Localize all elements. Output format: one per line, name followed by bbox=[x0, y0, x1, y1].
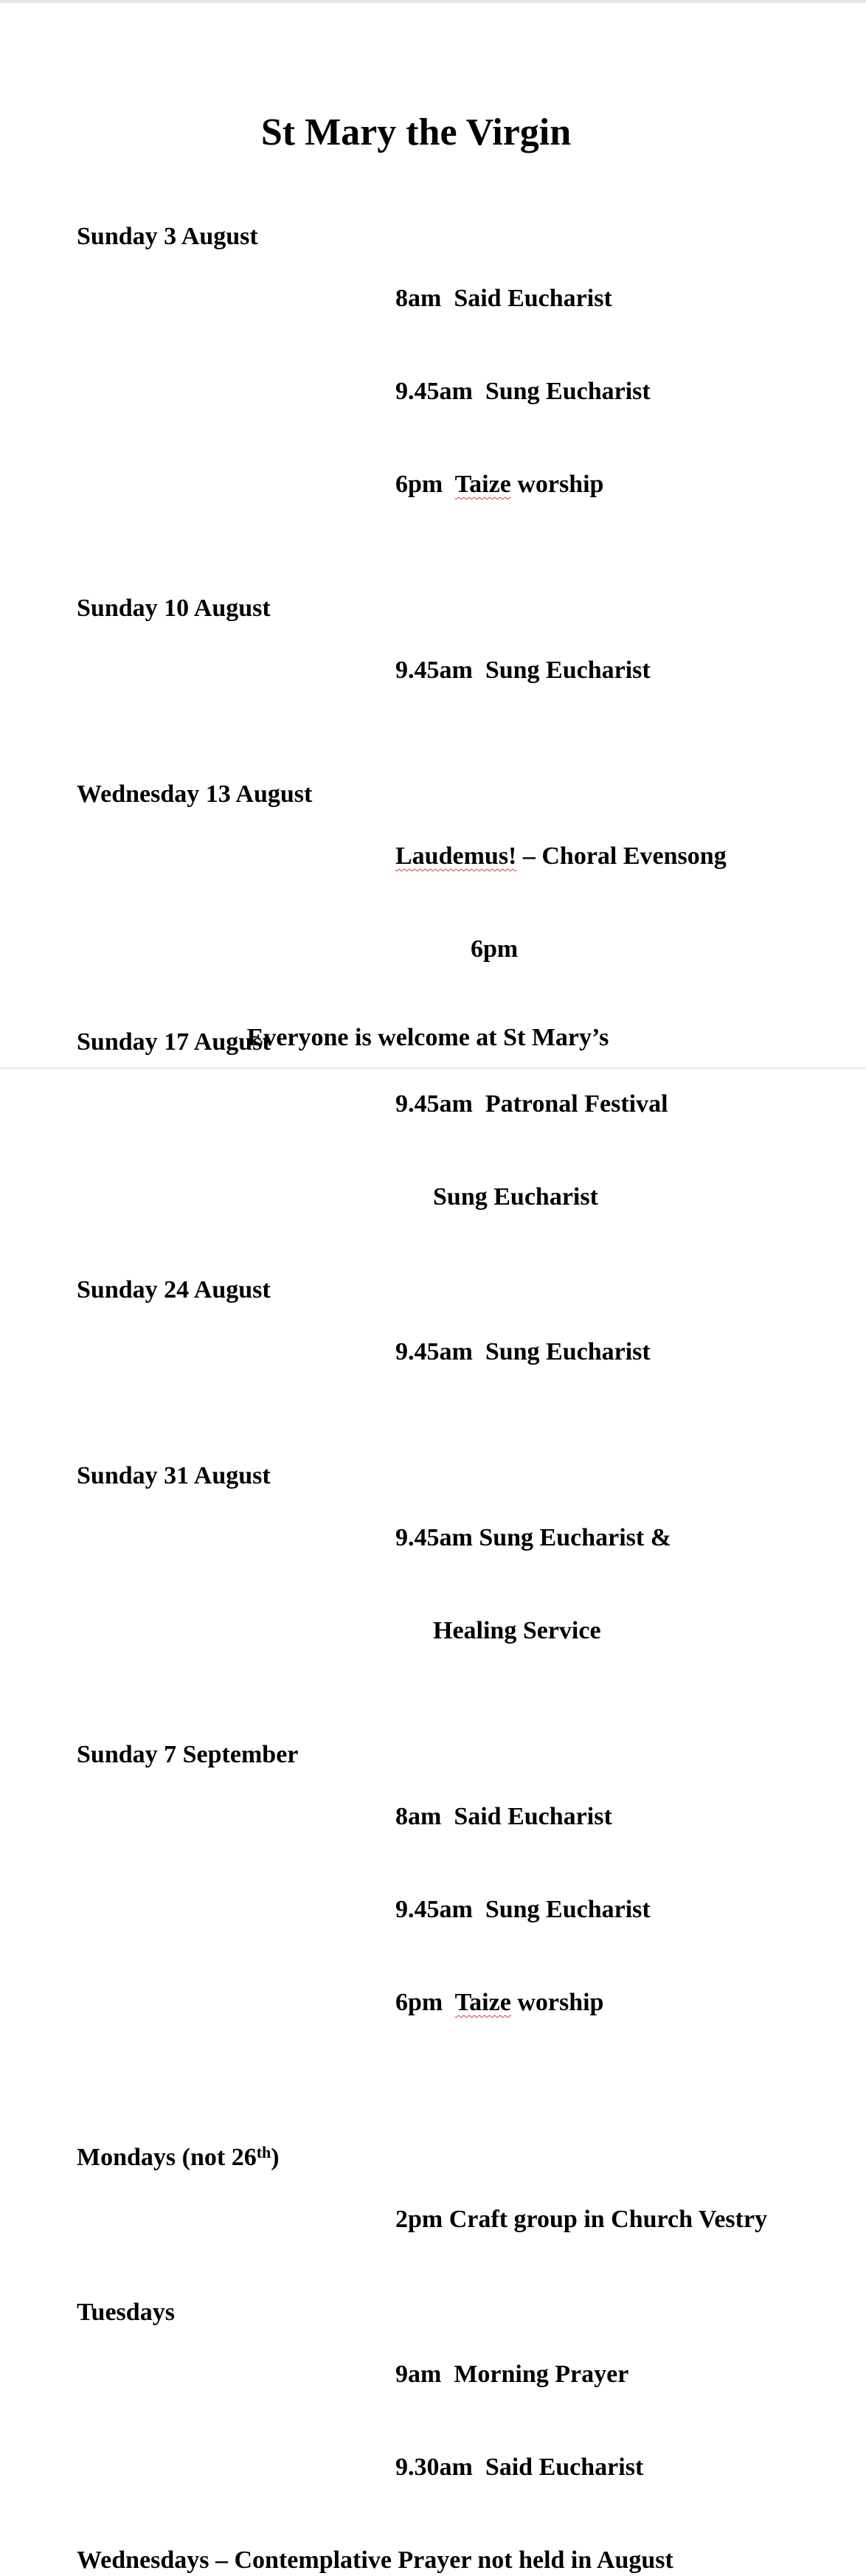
entry-day: Sunday 7 September bbox=[77, 1741, 299, 1768]
service-line: 9.45am Sung Eucharist & bbox=[395, 1524, 672, 1551]
window-top-edge bbox=[0, 0, 866, 3]
mondays-label-close: ) bbox=[271, 2144, 280, 2171]
service-line bbox=[395, 1987, 814, 2018]
entry-day bbox=[77, 2142, 395, 2297]
entry-day: Wednesday 13 August bbox=[77, 780, 313, 808]
entry-day: Sunday 3 August bbox=[77, 223, 258, 250]
schedule-entry bbox=[77, 779, 814, 1027]
entry-day: Sunday 10 August bbox=[77, 595, 271, 622]
service-schedule bbox=[77, 221, 814, 2576]
entry-day: Sunday 31 August bbox=[77, 1462, 271, 1489]
service-line bbox=[395, 469, 814, 500]
service-line bbox=[395, 841, 814, 872]
schedule-entry bbox=[77, 593, 814, 748]
schedule-entry bbox=[77, 1275, 814, 1430]
entry-day: Sunday 24 August bbox=[77, 1276, 271, 1303]
schedule-entry bbox=[77, 1461, 814, 1708]
service-line: 9.45am Sung Eucharist bbox=[395, 657, 651, 684]
service-line: 2pm Craft group in Church Vestry bbox=[395, 2206, 768, 2233]
blank-line bbox=[77, 1430, 814, 1461]
blank-line bbox=[77, 1708, 814, 1739]
entry-day: Tuesdays bbox=[77, 2299, 175, 2326]
service-line: 9.45am Sung Eucharist bbox=[395, 1338, 651, 1365]
spellcheck-flagged-word[interactable]: Taize bbox=[454, 1989, 511, 2016]
service-line: 9.45am Patronal Festival bbox=[395, 1090, 668, 1118]
entry-day: Sunday 17 August bbox=[77, 1028, 271, 1056]
entry-services bbox=[395, 2142, 814, 2297]
schedule-entry bbox=[77, 1027, 814, 1275]
entry-services bbox=[395, 1461, 814, 1708]
service-line: 9.45am Sung Eucharist bbox=[395, 1896, 651, 1923]
service-line: 8am Said Eucharist bbox=[395, 285, 612, 312]
weekly-note-wednesdays: Wednesdays – Contemplative Prayer not held in August bbox=[77, 2546, 673, 2574]
entry-services bbox=[395, 1027, 814, 1275]
service-line: Healing Service bbox=[395, 1617, 601, 1644]
weekly-entry-tuesdays bbox=[77, 2297, 814, 2545]
service-line: 9.45am Sung Eucharist bbox=[395, 378, 651, 405]
window-bottom-edge bbox=[0, 1067, 866, 1070]
blank-line bbox=[77, 748, 814, 779]
blank-line bbox=[77, 562, 814, 593]
spellcheck-flagged-word[interactable]: Taize bbox=[454, 471, 511, 498]
weekly-entry-mondays bbox=[77, 2142, 814, 2297]
entry-services bbox=[395, 1739, 814, 2080]
schedule-entry bbox=[77, 1739, 814, 2080]
mondays-label: Mondays (not 26 bbox=[77, 2144, 257, 2171]
service-text: worship bbox=[510, 1989, 604, 2016]
entry-services bbox=[395, 593, 814, 748]
entry-services bbox=[395, 1275, 814, 1430]
service-line: 9.30am Said Eucharist bbox=[395, 2454, 644, 2481]
service-text: – Choral Evensong bbox=[516, 842, 727, 870]
blank-lines bbox=[77, 2080, 814, 2142]
entry-services bbox=[395, 221, 814, 562]
service-line: 8am Said Eucharist bbox=[395, 1803, 612, 1830]
schedule-entry bbox=[77, 221, 814, 562]
service-time: 6pm bbox=[395, 471, 455, 498]
service-line: Sung Eucharist bbox=[395, 1183, 598, 1211]
welcome-footer: Everyone is welcome at St Mary’s bbox=[246, 1024, 609, 1051]
service-time: 6pm bbox=[395, 1989, 455, 2016]
page-title: St Mary the Virgin bbox=[260, 111, 572, 153]
spellcheck-flagged-word[interactable]: Laudemus! bbox=[395, 842, 517, 870]
service-text: worship bbox=[510, 471, 604, 498]
entry-services bbox=[395, 2297, 814, 2545]
entry-services bbox=[395, 779, 814, 1027]
ordinal-suffix: th bbox=[256, 2143, 271, 2161]
service-line: 9am Morning Prayer bbox=[395, 2361, 629, 2388]
service-line: 6pm bbox=[395, 935, 519, 963]
